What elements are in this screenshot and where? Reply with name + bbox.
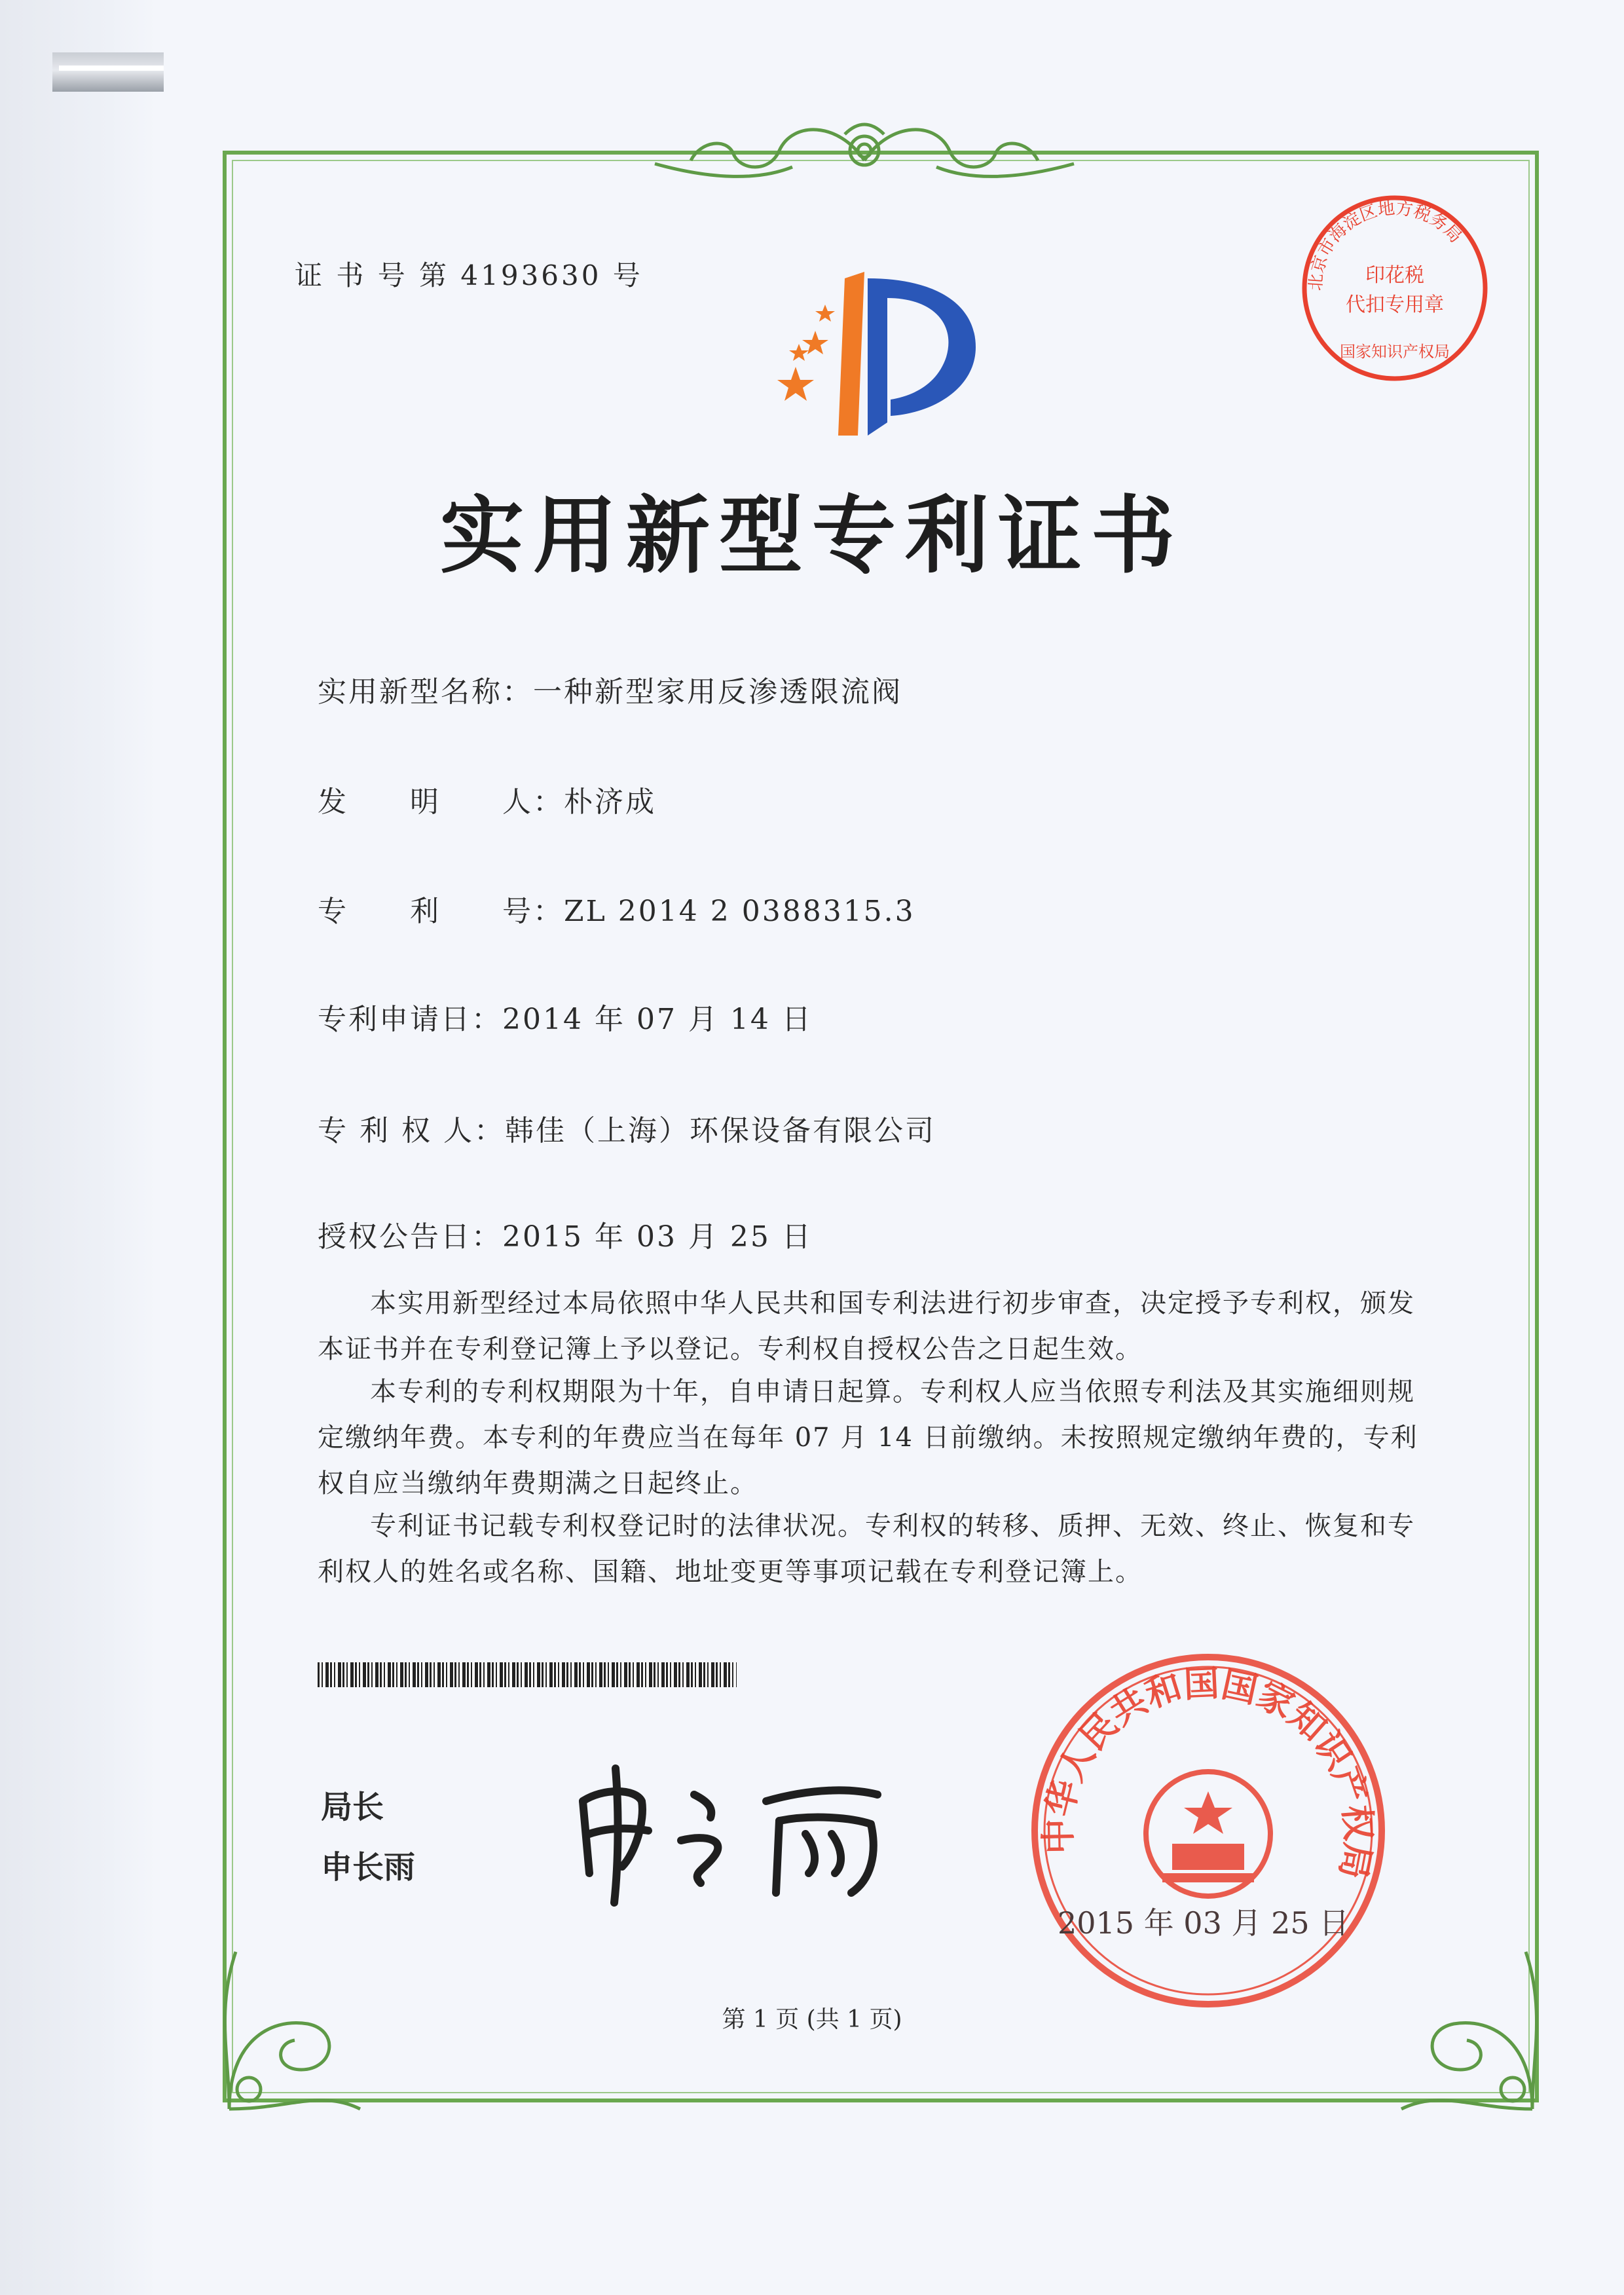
national-emblem-icon [1146,1772,1270,1896]
scan-shadow-edge [0,0,157,2295]
director-signature-icon [563,1742,904,1912]
page-number: 第 1 页 (共 1 页) [722,2006,902,2033]
seal-ring-text: 中华人民共和国国家知识产权局 [1037,1662,1380,1882]
grant-date: 授权公告日：2015 年 03 月 25 日 [318,1220,813,1254]
inventor: 发 明 人：朴济成 [318,785,656,819]
national-ip-seal [1025,1647,1392,2014]
certificate-title: 实用新型专利证书 [439,487,1184,585]
tax-stamp-line1: 印花税 [1365,264,1424,287]
scan-binder-highlight [59,65,164,71]
tax-stamp [1297,190,1493,386]
director-title: 局长 [321,1789,384,1825]
utility-model-name: 实用新型名称：一种新型家用反渗透限流阀 [318,675,902,709]
paragraph-1: 本实用新型经过本局依照中华人民共和国专利法进行初步审查，决定授予专利权，颁发本证书并在专利登记簿上予以登记。专利权自授权公告之日起生效。 [318,1288,1415,1364]
tax-stamp-bottom-text: 国家知识产权局 [1340,343,1450,361]
director-name: 申长雨 [321,1849,416,1886]
top-ornament-icon [629,115,1100,187]
paragraph-2: 本专利的专利权期限为十年，自申请日起算。专利权人应当依照专利法及其实施细则规定缴纳年费。本专利的年费应当在每年 07 月 14 日前缴纳。未按照规定缴纳年费的，专利权自应当缴纳年费期满之日起终止。 [318,1377,1418,1499]
tax-stamp-ring-text: 北京市海淀区地方税务局 [1306,198,1466,291]
tax-stamp-line2: 代扣专用章 [1346,293,1444,316]
application-date: 专利申请日：2014 年 07 月 14 日 [318,1003,813,1036]
scan-binder-clip [52,52,164,92]
patent-number: 专 利 号：ZL 2014 2 0388315.3 [318,895,915,928]
barcode-icon [318,1662,737,1687]
certificate-number: 证 书 号 第 4193630 号 [295,259,643,291]
patentee: 专 利 权 人：韩佳（上海）环保设备有限公司 [318,1114,936,1148]
paragraph-3: 专利证书记载专利权登记时的法律状况。专利权的转移、质押、无效、终止、恢复和专利权人的姓名或名称、国籍、地址变更等事项记载在专利登记簿上。 [318,1511,1415,1587]
seal-date: 2015 年 03 月 25 日 [1058,1905,1350,1941]
cnipa-logo-icon [760,259,995,442]
